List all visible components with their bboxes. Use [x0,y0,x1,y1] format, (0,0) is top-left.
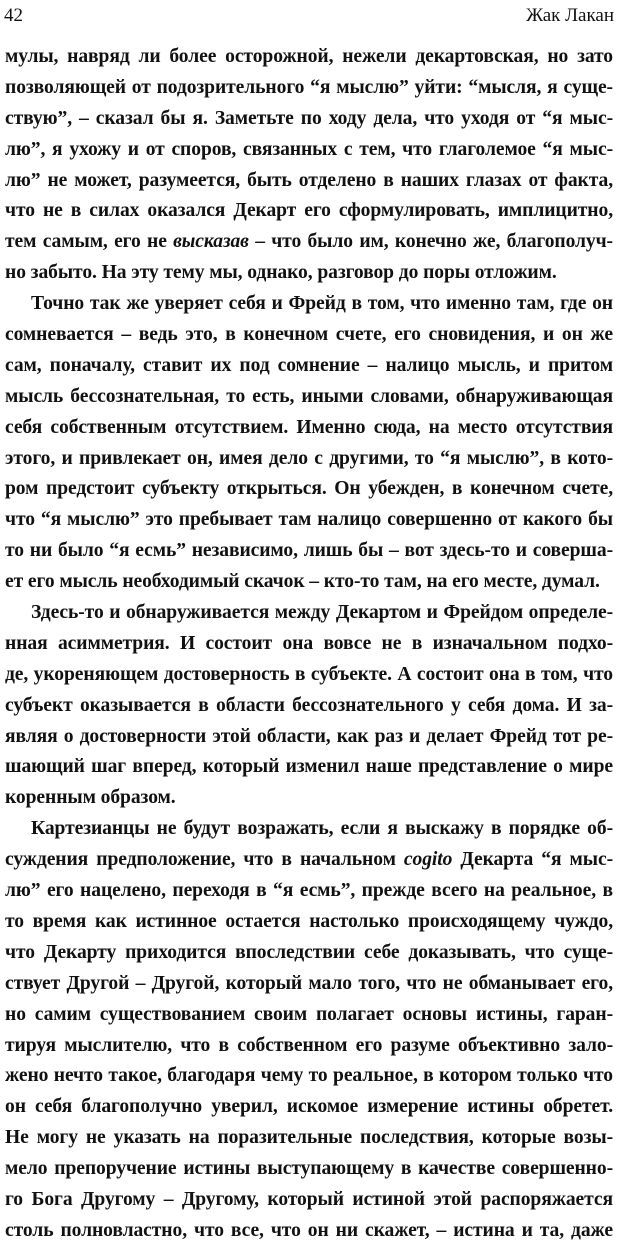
text-segment: он себя благополучно уверил, искомое измерение истины обретет. [5,1096,613,1118]
text-segment: но самим существованием своим полагает основы истины, гаран- [5,1003,613,1025]
text-segment: но забыто. На эту тему мы, однако, разговор до поры отложим. [5,262,557,284]
text-line [5,691,613,722]
text-line [5,907,613,938]
text-segment: Картезианцы не будут возражать, если я выскажу в порядке об- [31,818,613,840]
text-segment: нная асимметрия. И состоит она вовсе не в изначальном подхо- [5,632,613,654]
text-line [5,166,613,197]
text-segment: что не в силах оказался Декарт его сформулировать, имплицитно, [5,200,613,222]
text-segment: что “я мыслю” это пребывает там налицо совершенно от какого бы [5,509,613,531]
text-segment: лю” его нацелено, переходя в “я есмь”, прежде всего на реальное, в [5,880,613,902]
text-line [5,722,613,753]
text-segment: являя о достоверности этой области, как раз и делает Фрейд тот ре- [5,725,613,747]
text-segment: – что было им, конечно же, благополуч- [248,231,613,253]
text-segment: лю”, я ухожу и от споров, связанных с тем, что глаголемое “я мыс- [5,138,613,160]
text-line [5,598,613,629]
text-line [5,320,613,351]
text-segment: тем самым, его не [5,231,174,253]
page-number: 42 [4,5,23,26]
text-segment: лю” не может, разумеется, быть отделено в наших глазах от факта, [5,169,613,191]
text-segment: мело препоручение истины выступающему в качестве совершенно- [5,1158,613,1180]
text-line [5,1185,613,1216]
text-line [5,227,613,258]
text-segment: тируя мыслителю, что в собственном его разуме объективно зало- [5,1034,613,1056]
text-segment: ет его мысль необходимый скачок – кто-то там, на его месте, думал. [5,571,600,593]
italic-term: высказав [173,231,249,253]
text-line [5,969,613,1000]
text-line [5,196,613,227]
text-line [5,536,613,567]
text-segment: Здесь-то и обнаруживается между Декартом и Фрейдом определе- [31,602,613,624]
text-line [5,505,613,536]
text-segment: ром предстоит субъекту открыться. Он убежден, в конечном счете, [5,478,613,500]
text-segment: суждения предположение, что в начальном [5,849,404,871]
text-line [5,413,613,444]
text-segment: ствую”, – сказал бы я. Заметьте по ходу дела, что уходя от “я мыс- [5,107,613,129]
text-segment: шающий шаг вперед, который изменил наше представление о мире [5,756,613,778]
running-head-author: Жак Лакан [526,5,614,26]
text-line [5,289,613,320]
text-line [5,1154,613,1185]
text-segment: себя собственным отсутствием. Именно сюда, на место отсутствия [5,416,613,438]
text-segment: Точно так же уверяет себя и Фрейд в том, что именно там, где он [31,293,613,315]
running-head [4,2,614,30]
text-line [5,783,613,814]
text-segment: то ни было “я есмь” независимо, лишь бы – вот здесь-то и соверша- [5,540,613,562]
text-segment: ствует Другой – Другой, который мало того, что не обманывает его, [5,972,613,994]
text-line [5,351,613,382]
text-segment: субъект оказывается в области бессознательного у себя дома. И за- [5,694,613,716]
text-line [5,567,613,598]
text-line [5,752,613,783]
text-segment: мысль бессознательная, то есть, иными словами, обнаруживающая [5,385,613,407]
text-line [5,660,613,691]
text-line [5,629,613,660]
text-segment: го Бога Другому – Другому, который истиной этой распоряжается [5,1188,613,1210]
text-segment: мулы, навряд ли более осторожной, нежели декартовская, но зато [5,46,613,67]
text-segment: позволяющей от подозрительного “я мыслю” уйти: “мысля, я суще- [5,76,613,98]
text-line [5,876,613,907]
body-text [5,42,613,1247]
text-segment: Декарта “я мыс- [452,849,613,871]
text-line [5,382,613,413]
text-line [5,104,613,135]
text-line [5,444,613,475]
text-segment: сам, поначалу, ставит их под сомнение – налицо мысль, и притом [5,354,613,376]
text-line [5,814,613,845]
text-line [5,42,613,73]
text-segment: де, укореняющем достоверность в субъекте. А состоит она в том, что [5,663,613,685]
text-segment: жено нечто такое, благодаря чему то реальное, в котором только что [5,1065,613,1087]
text-line [5,938,613,969]
text-line [5,845,613,876]
text-segment: этого, и привлекает он, имея дело с другими, то “я мыслю”, в кото- [5,447,613,469]
text-line [5,73,613,104]
text-line [5,135,613,166]
text-line [5,1000,613,1031]
text-line [5,258,613,289]
text-line [5,474,613,505]
text-segment: коренным образом. [5,787,176,809]
text-segment: что Декарту приходится впоследствии себе доказывать, что суще- [5,941,613,963]
text-segment: Не могу не указать на поразительные последствия, которые возы- [5,1127,613,1149]
text-line [5,1031,613,1062]
text-line [5,1123,613,1154]
text-segment: сомневается – ведь это, в конечном счете, его сновидения, и он же [5,324,613,346]
text-line [5,1061,613,1092]
text-segment: столь полновластно, что все, что он ни скажет, – истина и та, даже [5,1219,613,1241]
italic-term: cogito [403,849,453,871]
text-segment: то время как истинное остается настолько происходящему чуждо, [5,910,613,932]
text-line [5,1216,613,1247]
